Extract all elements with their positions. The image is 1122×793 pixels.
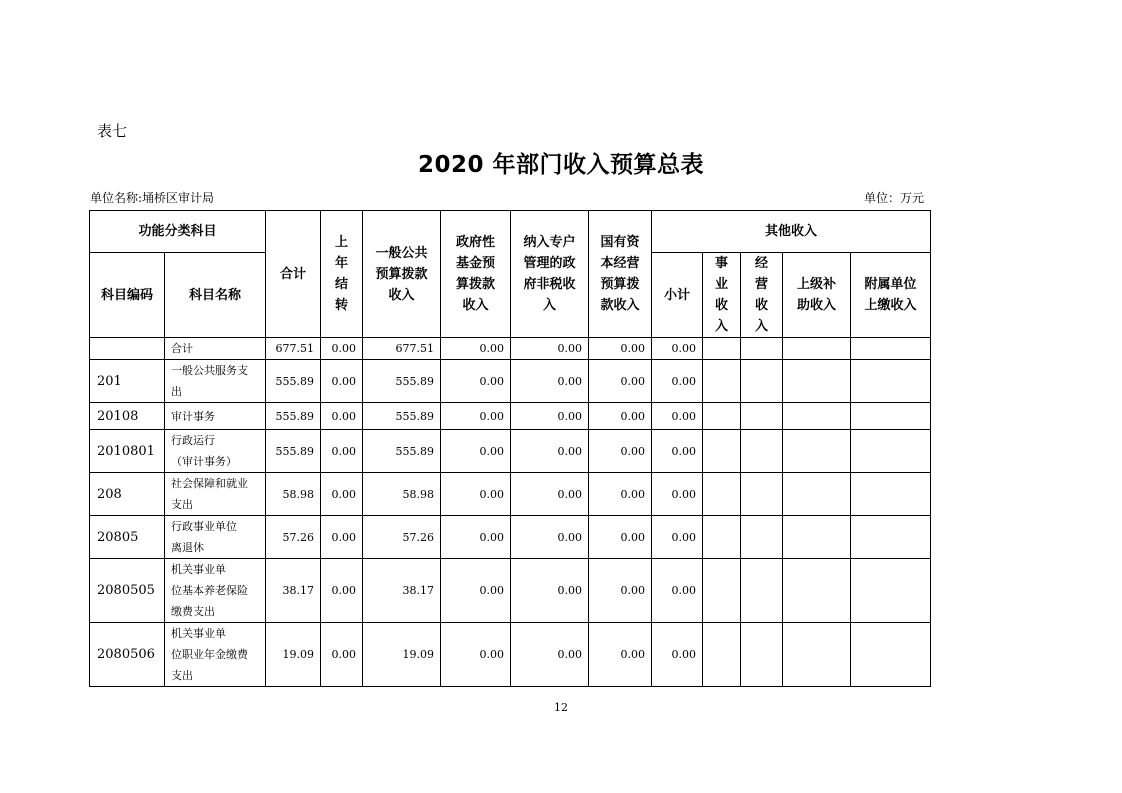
subject-code-cell: 2080505 [90,559,165,623]
header-line: 入 [755,319,769,334]
operating-cell [741,516,783,559]
gov-fund-cell: 0.00 [441,623,511,687]
soe-cell: 0.00 [589,403,652,430]
carryover-cell: 0.00 [321,430,363,473]
carryover-cell: 0.00 [321,338,363,360]
header-line: 收入 [388,287,415,303]
subject-code-cell: 20108 [90,403,165,430]
header-line: 上缴收入 [864,298,917,313]
subject-name-line: 社会保障和就业 [171,477,248,490]
nontax-cell: 0.00 [511,516,589,559]
carryover-cell: 0.00 [321,473,363,516]
carryover-cell: 0.00 [321,360,363,403]
subject-name-cell [165,360,266,403]
header-subject-code: 科目编码 [90,253,165,338]
unit-name: 单位名称:埇桥区审计局 [90,191,215,205]
subject-name-cell [165,559,266,623]
header-line: 结 [335,277,349,292]
gov-fund-cell: 0.00 [441,338,511,360]
subtotal-cell: 0.00 [652,338,703,360]
subject-name-cell [165,403,266,430]
header-other-income: 其他收入 [652,211,931,253]
general-cell: 555.89 [363,360,441,403]
subject-name-cell [165,430,266,473]
nontax-cell: 0.00 [511,360,589,403]
general-cell: 19.09 [363,623,441,687]
general-cell: 555.89 [363,403,441,430]
table-number: 表七 [97,122,128,140]
soe-cell: 0.00 [589,473,652,516]
general-cell: 57.26 [363,516,441,559]
subject-code-cell: 2080506 [90,623,165,687]
affiliated-cell [851,360,931,403]
nontax-cell: 0.00 [511,403,589,430]
header-line: 预算拨款 [375,266,428,282]
table-row [90,430,931,473]
soe-cell: 0.00 [589,623,652,687]
subject-name-line: 支出 [171,498,193,511]
subject-name-line: 行政运行 [171,434,215,447]
header-line: 预算拨 [600,277,640,292]
subtotal-cell: 0.00 [652,430,703,473]
superior-cell [783,516,851,559]
soe-cell: 0.00 [589,559,652,623]
affiliated-cell [851,403,931,430]
subject-name-line: 机关事业单 [171,627,226,640]
business-cell [703,623,741,687]
superior-cell [783,430,851,473]
header-line: 政府性 [456,235,496,250]
total-cell: 555.89 [266,430,321,473]
table-row [90,338,931,360]
soe-cell: 0.00 [589,338,652,360]
header-line: 入 [543,298,557,313]
superior-cell [783,360,851,403]
subject-name-cell [165,623,266,687]
subtotal-cell: 0.00 [652,559,703,623]
superior-cell [783,623,851,687]
total-cell: 38.17 [266,559,321,623]
subject-name-line: 合计 [171,342,193,355]
header-line: 纳入专户 [523,235,576,250]
operating-cell [741,338,783,360]
general-cell: 555.89 [363,430,441,473]
header-line: 助收入 [797,298,837,313]
header-line: 上 [335,235,349,250]
carryover-cell: 0.00 [321,403,363,430]
nontax-cell: 0.00 [511,559,589,623]
header-line: 收 [755,298,769,313]
subtotal-cell: 0.00 [652,623,703,687]
affiliated-cell [851,516,931,559]
operating-cell [741,623,783,687]
header-line: 事 [715,256,729,271]
affiliated-cell [851,623,931,687]
table-row [90,559,931,623]
subject-name-line: 位基本养老保险 [171,584,248,597]
subtotal-cell: 0.00 [652,516,703,559]
soe-cell: 0.00 [589,516,652,559]
header-soe [589,211,652,338]
subject-name-line: 位职业年金缴费 [171,648,248,661]
header-line: 收 [715,298,729,313]
header-line: 营 [755,277,769,292]
table-row [90,623,931,687]
header-line: 算拨款 [456,277,496,292]
table-row [90,403,931,430]
header-total: 合计 [266,211,321,338]
subject-code-cell: 201 [90,360,165,403]
operating-cell [741,403,783,430]
gov-fund-cell: 0.00 [441,516,511,559]
subject-name-line: 离退休 [171,541,204,554]
general-cell: 677.51 [363,338,441,360]
header-nontax [511,211,589,338]
header-line: 基金预 [456,256,496,271]
budget-table [89,210,931,687]
business-cell [703,516,741,559]
total-cell: 555.89 [266,360,321,403]
subject-name-line: 审计事务 [171,409,215,423]
operating-cell [741,430,783,473]
affiliated-cell [851,559,931,623]
header-line: 一般公共 [375,245,428,261]
superior-cell [783,473,851,516]
soe-cell: 0.00 [589,360,652,403]
header-affiliated-income [851,253,931,338]
nontax-cell: 0.00 [511,338,589,360]
total-cell: 58.98 [266,473,321,516]
gov-fund-cell: 0.00 [441,559,511,623]
header-business-income [703,253,741,338]
header-line: 业 [715,277,729,292]
business-cell [703,338,741,360]
currency-unit: 单位：万元 [863,191,924,205]
total-cell: 677.51 [266,338,321,360]
gov-fund-cell: 0.00 [441,403,511,430]
header-line: 上级补 [797,277,837,292]
total-cell: 19.09 [266,623,321,687]
header-line: 款收入 [600,298,640,313]
affiliated-cell [851,473,931,516]
header-operating-income [741,253,783,338]
table-row [90,473,931,516]
subject-name-line: 出 [171,385,182,398]
subject-name-line: （审计事务） [171,455,237,468]
business-cell [703,559,741,623]
total-cell: 57.26 [266,516,321,559]
subject-code-cell: 208 [90,473,165,516]
business-cell [703,430,741,473]
header-gov-fund [441,211,511,338]
header-line: 本经营 [600,256,640,271]
nontax-cell: 0.00 [511,623,589,687]
carryover-cell: 0.00 [321,559,363,623]
header-subtotal: 小计 [652,253,703,338]
operating-cell [741,360,783,403]
subject-name-line: 机关事业单 [171,563,226,576]
subject-name-line: 一般公共服务支 [171,364,248,377]
header-line: 收入 [462,298,489,313]
header-general-budget [363,211,441,338]
table-row [90,360,931,403]
header-line: 经 [755,256,769,271]
header-line: 国有资 [600,235,640,250]
subtotal-cell: 0.00 [652,473,703,516]
gov-fund-cell: 0.00 [441,360,511,403]
subject-name-line: 支出 [171,669,193,682]
superior-cell [783,338,851,360]
subject-code-cell: 2010801 [90,430,165,473]
affiliated-cell [851,338,931,360]
page-number: 12 [554,701,568,714]
subject-code-cell: 20805 [90,516,165,559]
superior-cell [783,559,851,623]
header-func-class: 功能分类科目 [90,211,266,253]
gov-fund-cell: 0.00 [441,430,511,473]
soe-cell: 0.00 [589,430,652,473]
page-title: 2020 年部门收入预算总表 [417,152,705,178]
table-row [90,516,931,559]
general-cell: 58.98 [363,473,441,516]
subtotal-cell: 0.00 [652,360,703,403]
header-line: 附属单位 [864,277,917,292]
business-cell [703,360,741,403]
subject-name-cell [165,338,266,360]
subtotal-cell: 0.00 [652,403,703,430]
affiliated-cell [851,430,931,473]
gov-fund-cell: 0.00 [441,473,511,516]
nontax-cell: 0.00 [511,430,589,473]
header-superior-subsidy [783,253,851,338]
business-cell [703,473,741,516]
superior-cell [783,403,851,430]
operating-cell [741,559,783,623]
subject-name-line: 缴费支出 [171,605,215,618]
header-line: 管理的政 [523,256,576,271]
header-subject-name: 科目名称 [165,253,266,338]
operating-cell [741,473,783,516]
subject-name-cell [165,516,266,559]
total-cell: 555.89 [266,403,321,430]
subject-name-cell [165,473,266,516]
general-cell: 38.17 [363,559,441,623]
header-line: 府非税收 [523,277,576,292]
carryover-cell: 0.00 [321,623,363,687]
business-cell [703,403,741,430]
header-line: 入 [715,319,729,334]
nontax-cell: 0.00 [511,473,589,516]
header-line: 年 [335,256,349,271]
subject-code-cell [90,338,165,360]
header-carryover [321,211,363,338]
subject-name-line: 行政事业单位 [171,520,237,533]
header-line: 转 [335,298,349,313]
carryover-cell: 0.00 [321,516,363,559]
